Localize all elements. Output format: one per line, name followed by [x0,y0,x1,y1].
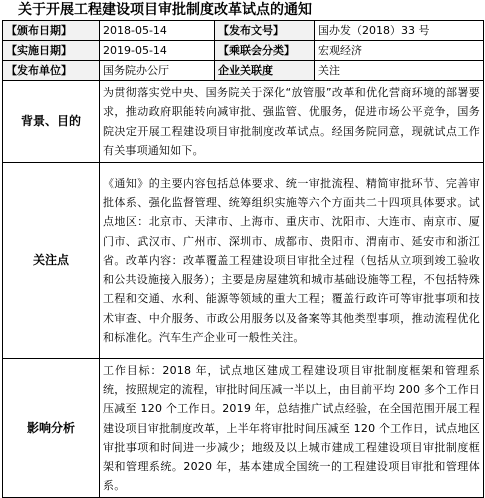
document-title: 关于开展工程建设项目审批制度改革试点的通知 [18,2,312,18]
meta-row-publisher [3,61,484,81]
focus-text: 《通知》的主要内容包括总体要求、统一审批流程、精简审批环节、完善审批体系、强化监督管理、统筹组织实施等六个方面共二十四项具体要求。试点地区：北京市、天津市、上海市、重庆市、沈阳市、大连市、南京市、厦门市、武汉市、广州市、深圳市、成都市、贵阳市、渭南市、延安市和浙江省。改革内容：改革覆盖工程建设项目审批全过程（包括从立项到竣工验收和公共设施接入服务）；主要是房屋建筑和城市基础设施等工程，不包括特殊工程和交通、水利、能源等领域的重大工程；覆盖行政许可等审批事项和技术审查、中介服务、市政公用服务以及备案等其他类型事项，推动流程优化和标准化。汽车生产企业可一般性关注。 [100,163,484,359]
doc-no-value: 国办发（2018）33 号 [315,21,484,41]
impact-row [3,359,484,498]
publisher-label: 【发布单位】 [3,61,100,81]
relevance-label: 企业关联度 [215,61,315,81]
category-value: 宏观经济 [315,41,484,61]
impact-label: 影响分析 [3,359,100,498]
notice-table [2,20,484,498]
doc-no-label: 【发布文号】 [215,21,315,41]
impact-text: 工作目标：2018 年，试点地区建成工程建设项目审批制度框架和管理系统，按照规定的流程，审批时间压减一半以上，由目前平均 200 多个工作日压减至 120 个工作日。2019 年，总结推广试点经验，在全国范围开展工程建设项目审批制度改革，上半年将审批时间压减至 120 个工作日，试点地区审批事项和时间进一步减少；地级及以上城市建成工程建设项目审批制度框架和管理系统。2020 年，基本建成全国统一的工程建设项目审批和管理体系。 [100,359,484,498]
meta-row-effective [3,41,484,61]
focus-row [3,163,484,359]
background-row [3,81,484,163]
category-label: 【乘联会分类】 [215,41,315,61]
meta-row-dates [3,21,484,41]
effective-date-value: 2019-05-14 [100,41,215,61]
effective-date-label: 【实施日期】 [3,41,100,61]
issue-date-label: 【颁布日期】 [3,21,100,41]
background-label: 背景、目的 [3,81,100,163]
publisher-value: 国务院办公厅 [100,61,215,81]
issue-date-value: 2018-05-14 [100,21,215,41]
background-text: 为贯彻落实党中央、国务院关于深化“放管服”改革和优化营商环境的部署要求，推动政府职能转向减审批、强监管、优服务，促进市场公平竞争，国务院决定开展工程建设项目审批制度改革试点。经国务院同意，现就试点工作有关事项通知如下。 [100,81,484,163]
relevance-value: 关注 [315,61,484,81]
focus-label: 关注点 [3,163,100,359]
